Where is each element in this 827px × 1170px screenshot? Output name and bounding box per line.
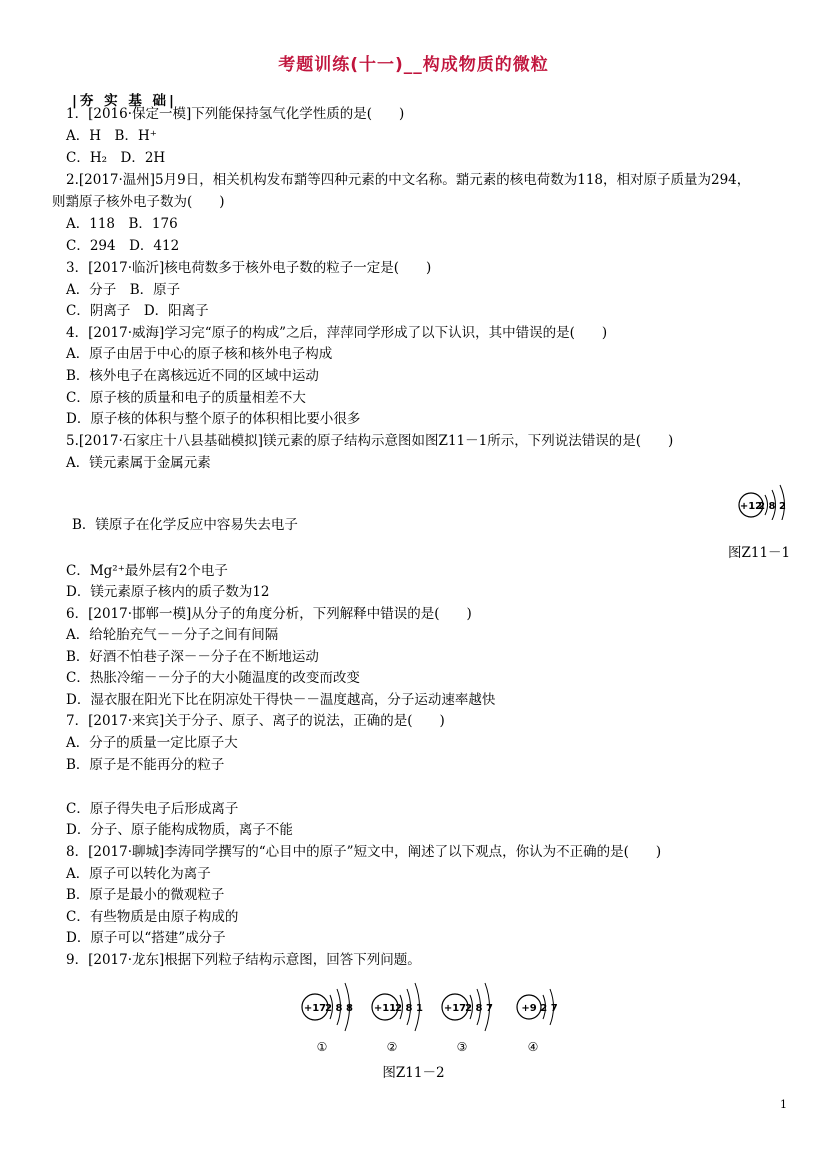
option-line: C．有些物质是由原子构成的 [66,909,239,925]
option-line: B．原子是不能再分的粒子 [66,757,225,773]
question-3: 3．[2017·临沂]核电荷数多于核外电子数的粒子一定是( ) [66,260,432,276]
diagram-label: ① [316,1040,328,1054]
option-line: B．核外电子在离核远近不同的区域中运动 [66,368,319,384]
nucleus-charge: +17 [303,1003,327,1014]
option-line: A．给轮胎充气－－分子之间有间隔 [66,627,279,643]
question-2-cont: 则䨭原子核外电子数为( ) [52,194,225,210]
option-line: D．湿衣服在阳光下比在阴凉处干得快－－温度越高，分子运动速率越快 [66,692,496,708]
question-9: 9．[2017·龙东]根据下列粒子结构示意图，回答下列问题。 [66,952,421,968]
option-line: D．镁元素原子核内的质子数为12 [66,584,270,600]
option-line: D．原子核的体积与整个原子的体积相比要小很多 [66,411,361,427]
option-line: C．原子核的质量和电子的质量相差不大 [66,390,306,406]
shell-electrons: 2 8 8 [325,1003,353,1014]
shell-electrons: 2 8 1 [395,1003,423,1014]
particle-diagram-4 [517,989,558,1054]
magnesium-atom-diagram [734,478,794,520]
option-line: C．H₂ D．2H [66,150,166,166]
shell-electrons: 2 7 [540,1003,558,1014]
option-line: A．118 B．176 [66,216,178,232]
shell-electrons: 2 8 2 [758,501,786,512]
diagram-label: ② [386,1040,398,1054]
option-line: D．原子可以“搭建”成分子 [66,930,226,946]
diagram-label: ④ [527,1040,539,1054]
figure-caption: 图Z11－2 [382,1065,445,1081]
question-2: 2.[2017·温州]5月9日，相关机构发布䨭等四种元素的中文名称。䨭元素的核电荷数为118，相对原子质量为294， [66,172,751,188]
nucleus-charge: +11 [373,1003,397,1014]
option-line: C．294 D．412 [66,238,180,254]
option-line: B．好酒不怕巷子深－－分子在不断地运动 [66,649,319,665]
particle-structure-diagrams [290,975,580,1065]
question-8: 8．[2017·聊城]李涛同学撰写的“心目中的原子”短文中，阐述了以下观点，你认为不正确的是( ) [66,844,662,860]
particle-diagram-3 [442,983,493,1054]
nucleus-charge: +12 [739,501,763,512]
question-7: 7．[2017·来宾]关于分子、原子、离子的说法，正确的是( ) [66,713,445,729]
page-title: 考题训练(十一)__构成物质的微粒 [278,55,549,75]
question-6: 6．[2017·邯郸一模]从分子的角度分析，下列解释中错误的是( ) [66,606,472,622]
option-line: A．原子由居于中心的原子核和核外电子构成 [66,346,333,362]
option-line: B．镁原子在化学反应中容易失去电子 [72,517,298,533]
option-line: A．H B．H⁺ [66,128,157,144]
particle-diagram-1 [302,983,353,1054]
option-line: C．热胀冷缩－－分子的大小随温度的改变而改变 [66,670,360,686]
option-line: D．分子、原子能构成物质，离子不能 [66,822,293,838]
option-line: C．阴离子 D．阳离子 [66,303,209,319]
figure-caption: 图Z11－1 [728,545,791,561]
particle-diagram-2 [372,983,423,1054]
option-line: A．分子 B．原子 [66,282,181,298]
option-line: C．Mg²⁺最外层有2个电子 [66,563,228,579]
nucleus-charge: +17 [443,1003,467,1014]
option-line: B．原子是最小的微观粒子 [66,887,225,903]
shell-electrons: 2 8 7 [465,1003,493,1014]
option-line: C．原子得失电子后形成离子 [66,801,239,817]
question-5: 5.[2017·石家庄十八县基础模拟]镁元素的原子结构示意图如图Z11－1所示，下列说法错误的是( ) [66,433,674,449]
option-line: A．分子的质量一定比原子大 [66,735,238,751]
diagram-label: ③ [456,1040,468,1054]
nucleus-charge: +9 [521,1003,537,1014]
option-line: A．原子可以转化为离子 [66,866,211,882]
question-1: 1．[2016·保定一模]下列能保持氢气化学性质的是( ) [66,106,405,122]
section-heading: |夯 实 基 础| [72,93,177,109]
question-4: 4．[2017·威海]学习完“原子的构成”之后，萍萍同学形成了以下认识，其中错误的是( ) [66,325,608,341]
page-number: 1 [780,1098,787,1111]
option-line: A．镁元素属于金属元素 [66,455,211,471]
